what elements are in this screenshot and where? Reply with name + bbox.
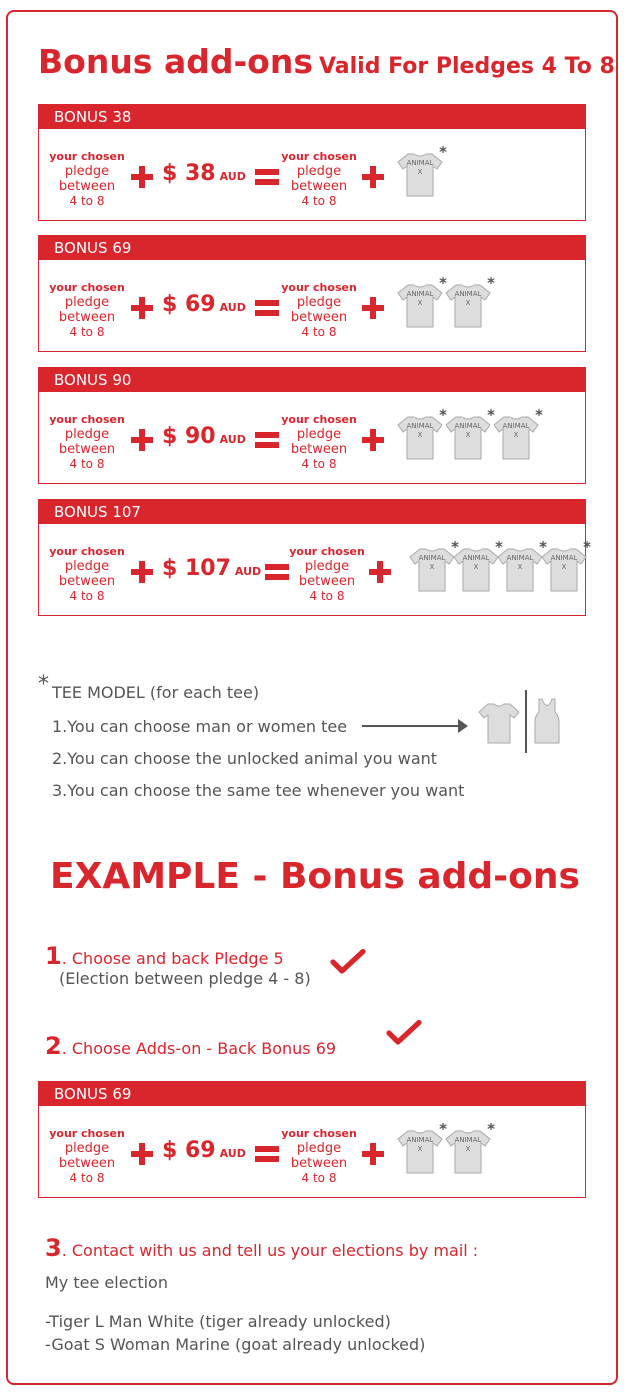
bonus-price-value: $ 107: [162, 556, 231, 581]
pledge-text-line: your chosen: [281, 281, 357, 294]
pledge-text-line: 4 to 8: [309, 589, 345, 603]
plus-icon: [362, 297, 384, 319]
bonus-price-value: $ 69: [162, 292, 216, 317]
animal-tee-icon: [445, 1120, 495, 1172]
bonus-price: [162, 424, 246, 449]
tee-label-animal: ANIMAL: [406, 1136, 434, 1144]
pledge-text-line: pledge: [296, 295, 342, 310]
pledge-text-line: pledge: [304, 559, 350, 574]
step-1-text: . Choose and back Pledge 5: [61, 949, 284, 968]
tee-label: [409, 554, 455, 572]
plus-icon: [362, 166, 384, 188]
step-1: [45, 942, 284, 970]
bonus-currency: AUD: [219, 1147, 246, 1160]
tee-label-x: X: [517, 563, 523, 571]
plus-icon: [131, 429, 153, 451]
pledge-text-line: between: [58, 1156, 116, 1171]
star-icon: *: [535, 406, 543, 424]
arrow-icon: [362, 725, 466, 727]
pledge-text-line: pledge: [64, 427, 110, 442]
pledge-text: [279, 280, 359, 340]
pledge-text-line: 4 to 8: [301, 194, 337, 208]
bonus-header: BONUS 38: [39, 105, 585, 129]
pledge-text-line: between: [58, 179, 116, 194]
pledge-text-line: pledge: [296, 1141, 342, 1156]
step-3-number: 3: [45, 1234, 62, 1262]
pledge-text-line: pledge: [64, 295, 110, 310]
equals-icon: [255, 167, 279, 187]
step-3: [45, 1234, 478, 1262]
tee-label-x: X: [561, 563, 567, 571]
animal-tee-icon: [397, 406, 447, 458]
tee-label-animal: ANIMAL: [406, 290, 434, 298]
tee-label: [493, 422, 539, 440]
plus-icon: [362, 1143, 384, 1165]
bonus-header: BONUS 69: [39, 1082, 585, 1106]
step-2-text: . Choose Adds-on - Back Bonus 69: [61, 1039, 337, 1058]
pledge-text: [287, 544, 367, 604]
pledge-text-line: between: [58, 574, 116, 589]
step-2-number: 2: [45, 1032, 62, 1060]
pledge-text: [47, 412, 127, 472]
tee-label-animal: ANIMAL: [506, 554, 534, 562]
tee-label-x: X: [473, 563, 479, 571]
tee-label-animal: ANIMAL: [406, 422, 434, 430]
pledge-text-line: your chosen: [49, 281, 125, 294]
bonus-header: BONUS 69: [39, 236, 585, 260]
check-icon: [330, 948, 366, 976]
page-title: [38, 42, 615, 81]
bonus-body: [39, 260, 585, 350]
equals-icon: [265, 562, 289, 582]
bonus-box: [38, 367, 586, 484]
bonus-box: [38, 499, 591, 616]
pledge-text-line: your chosen: [49, 545, 125, 558]
pledge-text: [47, 149, 127, 209]
tee-label-animal: ANIMAL: [454, 290, 482, 298]
star-icon: *: [439, 274, 447, 292]
pledge-text: [47, 544, 127, 604]
star-icon: *: [487, 406, 495, 424]
pledge-text-line: between: [290, 442, 348, 457]
animal-tee-icon: [453, 538, 503, 590]
star-icon: *: [439, 406, 447, 424]
tee-label-x: X: [417, 431, 423, 439]
election-item-1: -Tiger L Man White (tiger already unlocked): [45, 1312, 391, 1331]
tee-label: [445, 422, 491, 440]
pledge-text-line: pledge: [64, 164, 110, 179]
pledge-text-line: between: [290, 310, 348, 325]
bonus-body: [39, 1106, 585, 1196]
bonus-price-value: $ 90: [162, 424, 216, 449]
bonus-body: [39, 392, 585, 482]
tee-label: [497, 554, 543, 572]
title-main: Bonus add-ons: [38, 42, 313, 81]
tee-label-animal: ANIMAL: [502, 422, 530, 430]
pledge-text-line: 4 to 8: [301, 457, 337, 471]
tee-label-x: X: [429, 563, 435, 571]
pledge-text-line: 4 to 8: [69, 1171, 105, 1185]
tee-label-animal: ANIMAL: [406, 159, 434, 167]
note-title: TEE MODEL (for each tee): [52, 683, 260, 702]
bonus-price-value: $ 69: [162, 1138, 216, 1163]
tee-label: [397, 290, 443, 308]
animal-tee-icon: [445, 406, 495, 458]
animal-tee-icon: [445, 274, 495, 326]
plus-icon: [131, 166, 153, 188]
pledge-text-line: pledge: [64, 1141, 110, 1156]
bonus-currency: AUD: [234, 565, 262, 578]
tee-label-x: X: [513, 431, 519, 439]
bonus-body: [39, 129, 585, 219]
pledge-text: [47, 1126, 127, 1186]
tee-label-x: X: [417, 168, 423, 176]
tee-label-animal: ANIMAL: [550, 554, 578, 562]
note-star: *: [38, 672, 49, 697]
pledge-text-line: pledge: [64, 559, 110, 574]
tee-label-x: X: [465, 1145, 471, 1153]
plus-icon: [131, 1143, 153, 1165]
example-title: EXAMPLE - Bonus add-ons: [50, 856, 580, 897]
tee-label: [397, 159, 443, 177]
step-2: [45, 1032, 336, 1060]
step-3-text: . Contact with us and tell us your elections by mail :: [61, 1241, 479, 1260]
bonus-header: BONUS 107: [39, 500, 585, 524]
tee-label-animal: ANIMAL: [454, 422, 482, 430]
star-icon: *: [487, 274, 495, 292]
pledge-text-line: your chosen: [281, 413, 357, 426]
bonus-price: [162, 556, 261, 581]
step-1-sub: (Election between pledge 4 - 8): [59, 969, 311, 988]
election-title: My tee election: [45, 1273, 168, 1292]
bonus-price: [162, 161, 246, 186]
note-item-3: 3.You can choose the same tee whenever you want: [52, 781, 465, 800]
note-item-1: 1.You can choose man or women tee: [52, 717, 348, 736]
pledge-text: [47, 280, 127, 340]
pledge-text-line: your chosen: [49, 1127, 125, 1140]
bonus-box: [38, 1081, 586, 1198]
equals-icon: [255, 298, 279, 318]
pledge-text-line: your chosen: [281, 150, 357, 163]
check-icon: [386, 1019, 422, 1047]
animal-tee-icon: [493, 406, 543, 458]
note-item-2: 2.You can choose the unlocked animal you want: [52, 749, 438, 768]
plus-icon: [131, 297, 153, 319]
pledge-text-line: your chosen: [49, 413, 125, 426]
pledge-text-line: 4 to 8: [301, 325, 337, 339]
tee-label-x: X: [417, 1145, 423, 1153]
tee-label: [541, 554, 587, 572]
election-item-2: -Goat S Woman Marine (goat already unlocked): [45, 1335, 426, 1354]
man-tee-icon: [478, 702, 520, 744]
plus-icon: [369, 561, 391, 583]
tee-label-x: X: [417, 299, 423, 307]
star-icon: *: [583, 538, 591, 556]
plus-icon: [131, 561, 153, 583]
star-icon: *: [495, 538, 503, 556]
pledge-text-line: between: [290, 179, 348, 194]
pledge-text-line: pledge: [296, 164, 342, 179]
pledge-text-line: between: [298, 574, 356, 589]
pledge-text-line: 4 to 8: [69, 457, 105, 471]
tee-label: [453, 554, 499, 572]
woman-tee-icon: [534, 698, 560, 744]
divider: [525, 690, 527, 753]
tee-label-x: X: [465, 299, 471, 307]
bonus-box: [38, 235, 586, 352]
pledge-text: [279, 1126, 359, 1186]
tee-label: [397, 1136, 443, 1154]
animal-tee-icon: [397, 1120, 447, 1172]
pledge-text-line: between: [58, 442, 116, 457]
pledge-text: [279, 412, 359, 472]
pledge-text-line: 4 to 8: [69, 325, 105, 339]
star-icon: *: [539, 538, 547, 556]
bonus-box: [38, 104, 586, 221]
bonus-body: [39, 524, 591, 614]
pledge-text-line: 4 to 8: [69, 194, 105, 208]
pledge-text-line: your chosen: [281, 1127, 357, 1140]
tee-label: [445, 290, 491, 308]
pledge-text-line: 4 to 8: [69, 589, 105, 603]
star-icon: *: [451, 538, 459, 556]
bonus-currency: AUD: [219, 170, 246, 183]
tee-label-animal: ANIMAL: [462, 554, 490, 562]
star-icon: *: [439, 143, 447, 161]
pledge-text-line: between: [58, 310, 116, 325]
tee-label: [445, 1136, 491, 1154]
pledge-text-line: your chosen: [49, 150, 125, 163]
animal-tee-icon: [409, 538, 459, 590]
pledge-text-line: your chosen: [289, 545, 365, 558]
step-1-number: 1: [45, 942, 62, 970]
bonus-header: BONUS 90: [39, 368, 585, 392]
animal-tee-icon: [397, 143, 447, 195]
pledge-text-line: pledge: [296, 427, 342, 442]
bonus-currency: AUD: [219, 301, 246, 314]
bonus-price: [162, 1138, 246, 1163]
pledge-text-line: 4 to 8: [301, 1171, 337, 1185]
bonus-price-value: $ 38: [162, 161, 216, 186]
title-sub: Valid For Pledges 4 To 8: [318, 54, 615, 79]
pledge-text-line: between: [290, 1156, 348, 1171]
bonus-price: [162, 292, 246, 317]
tee-label-animal: ANIMAL: [454, 1136, 482, 1144]
equals-icon: [255, 1144, 279, 1164]
plus-icon: [362, 429, 384, 451]
animal-tee-icon: [497, 538, 547, 590]
animal-tee-icon: [541, 538, 591, 590]
star-icon: *: [439, 1120, 447, 1138]
bonus-currency: AUD: [219, 433, 246, 446]
animal-tee-icon: [397, 274, 447, 326]
tee-label: [397, 422, 443, 440]
equals-icon: [255, 430, 279, 450]
star-icon: *: [487, 1120, 495, 1138]
tee-label-x: X: [465, 431, 471, 439]
pledge-text: [279, 149, 359, 209]
tee-label-animal: ANIMAL: [418, 554, 446, 562]
